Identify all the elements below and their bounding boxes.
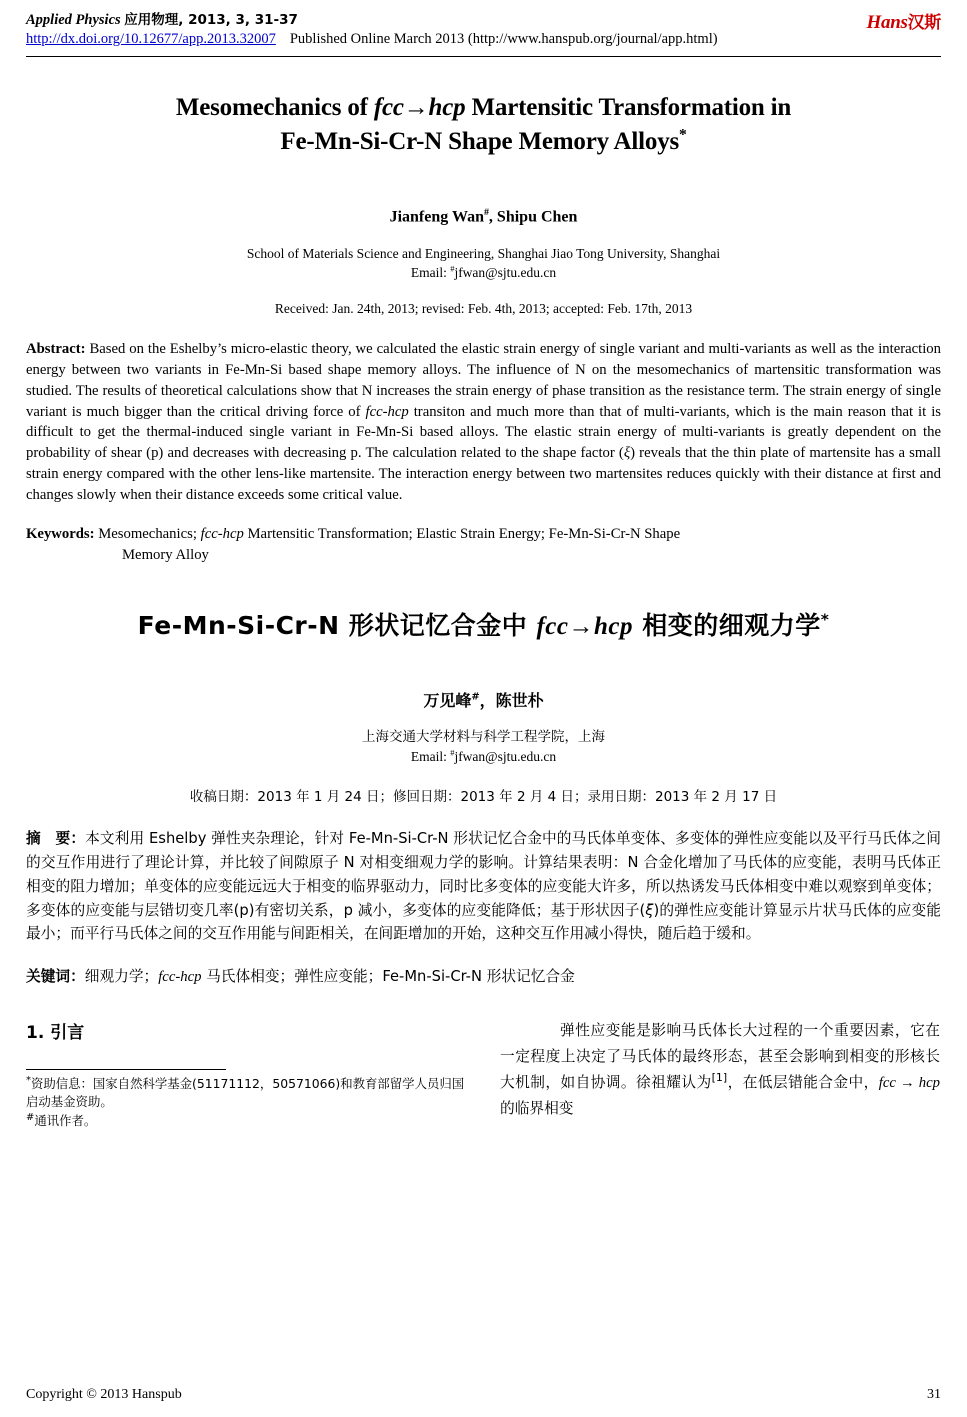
author-mark: # [483,206,489,218]
cn-email-label: Email: [410,748,451,764]
cn-keywords-text-1: 细观力学； [84,968,159,986]
keywords-text-2: Martensitic Transformation; Elastic Strain Energy; Fe-Mn-Si-Cr-N Shape [243,525,681,542]
author-list [26,207,941,226]
inline-equation: fcc → hcp [878,1074,940,1091]
citation-ref: [1] [711,1070,728,1084]
title-arrow: → [403,94,429,121]
published-online: Published Online March 2013 (http://www.hanspub.org/journal/app.html) [289,31,718,47]
cn-affiliation-text: 上海交通大学材料与科学工程学院，上海 [362,728,605,745]
footnote-divider [26,1069,226,1070]
body-columns [26,1018,941,1130]
page-header [26,8,941,54]
title-fcc: fcc [373,94,404,121]
email-label: Email: [410,265,451,281]
cn-abstract-text-1: 本文利用 Eshelby 弹性夹杂理论，针对 Fe-Mn-Si-Cr-N 形状记忆合金中的马氏体单变体、多变体的弹性应变能以及平行马氏体之间的交互作用进行了理论计算，并比较了间隙原子 N 对相变细观力学的影响。计算结果表明：N 合金化增加了马氏体的应变能，表明马氏体正相变的阻力增加；单变体的应变能远远大于相变的临界驱动力，同时比多变体的应变能大许多，所以热诱发马氏体相变中难以观察到单变体；多变体的应变能与层错切变几率(p)有密切关系，p 减小，多变体的应变能降低；基于形状因子( [26,830,941,919]
journal-title-cn: 应用物理 [124,12,179,28]
cn-abstract-label: 摘 要： [26,830,86,848]
title-line2: Fe-Mn-Si-Cr-N Shape Memory Alloys [280,127,680,155]
keywords-text-3: Memory Alloy [122,546,209,563]
publisher-logo [867,8,941,34]
journal-issue: , 2013, 3, 31-37 [178,12,298,28]
affiliation-cn [26,727,941,768]
page-number: 31 [927,1387,941,1402]
cn-keywords-text-2: 马氏体相变；弹性应变能；Fe-Mn-Si-Cr-N 形状记忆合金 [201,968,575,986]
doi-link[interactable]: http://dx.doi.org/10.12677/app.2013.32007 [26,31,276,47]
title-footnote-star: * [679,126,687,144]
footnote-funding [26,1074,466,1111]
cn-abstract-xi-symbol: ξ [645,901,654,919]
cn-author-mark: # [471,691,480,703]
page-footer [26,1387,941,1403]
submission-dates-cn: 收稿日期：2013 年 1 月 24 日；修回日期：2013 年 2 月 4 日；录用日期：2013 年 2 月 17 日 [189,789,778,806]
abstract-label: Abstract: [26,340,86,357]
footnote-funding-mark: * [26,1075,31,1087]
brand-name-en: Hans [866,12,908,33]
abstract-block-cn [26,827,941,946]
body-text-1: 弹性应变能是影响马氏体长大过程的一个重要因素，它在一定程度上决定了马氏体的最终形态，甚至会影响到相变的形核长大机制，如自协调。徐祖耀认为 [500,1022,940,1091]
abstract-ital-fcc-hcp: fcc-hcp [365,403,409,420]
author-name-1: Jianfeng Wan [389,207,484,225]
body-text-2: ，在低层错能合金中， [727,1073,879,1091]
journal-title-en: Applied Physics [26,12,121,28]
cn-author-1: 万见峰 [423,690,472,710]
header-divider [26,56,941,57]
brand-name-cn: 汉斯 [907,13,941,33]
cn-abstract-text-2: )的弹性应变能计算显示片状马氏体的应变能最小；而平行马氏体之间的交互作用能与间距相关，在间距增加的开始，这种交互作用减小得快，随后趋于缓和。 [26,901,941,943]
title-line1-b: Martensitic Transformation in [465,94,792,121]
cn-title-star: * [820,610,830,629]
abstract-text-1: Based on the Eshelby’s micro-elastic theory, we calculated the elastic strain energy of single variant and multi-variants as well as the interaction energy between two variants in Fe-Mn-Si based shape memory alloys. The influence of N on the mesomechanics of martensitic transformation was studied. The results of theoretical calculations show that N increases the strain energy of phase transition as the resistance term. The strain energy of single variant is much bigger than the critical driving force of [26,340,941,420]
footnote-corresponding [26,1111,466,1130]
column-right [500,1018,940,1130]
abstract-text-2: transiton and much more than that of multi-variants, which is the main reason that it is difficult to get the thermal-induced single variant in Fe-Mn-Si based alloys. The elastic strain energy of multi-variants is greatly dependent on the probability of shear (p) and decreases with decreasing p. The calculation related to the shape factor ( [26,403,942,462]
copyright-text: Copyright © 2013 Hanspub [26,1387,182,1402]
author-name-2: , Shipu Chen [488,207,578,225]
title-hcp: hcp [428,94,466,121]
abstract-block [26,339,941,506]
keywords-text-1: Mesomechanics; [94,525,201,542]
cn-title-a: Fe-Mn-Si-Cr-N 形状记忆合金中 [137,610,537,640]
keywords-ital: fcc-hcp [200,525,244,542]
page-title-cn [26,606,941,642]
column-left [26,1018,466,1130]
submission-dates: Received: Jan. 24th, 2013; revised: Feb. 4th, 2013; accepted: Feb. 17th, 2013 [274,300,693,316]
keywords-block-cn [26,966,941,988]
keywords-block [26,524,941,566]
body-paragraph [500,1018,940,1121]
cn-email-mark: # [450,748,455,758]
cn-keywords-label: 关键词： [26,968,85,986]
footnote-corresponding-mark: # [26,1112,35,1124]
email-address[interactable]: jfwan@sjtu.edu.cn [454,265,557,281]
cn-title-arrow: → [568,612,594,640]
page-title [26,91,941,159]
cn-title-fcc: fcc [536,612,569,640]
abstract-xi-symbol: ξ [623,445,631,462]
author-list-cn [26,688,941,711]
footnote-corresponding-text: 通讯作者。 [34,1113,97,1129]
abstract-text-3: ) reveals that the thin plate of martensite has a small strain energy compared with the other lens-like martensite. The interaction energy between two martensites reduces quickly with their distance at first and changes slowly when their distance exceeds some critical value. [26,445,941,504]
cn-keywords-ital: fcc-hcp [158,969,202,986]
cn-title-hcp: hcp [594,612,633,640]
keywords-label: Keywords: [26,525,95,542]
cn-email-address[interactable]: jfwan@sjtu.edu.cn [454,748,557,764]
cn-author-2: ，陈世朴 [479,690,544,710]
title-line1-a: Mesomechanics of [175,94,374,121]
body-text-3: 的临界相变 [500,1100,574,1118]
affiliation [26,244,941,283]
footnote-funding-text: 资助信息：国家自然科学基金(51171112，50571066)和教育部留学人员归国启动基金资助。 [26,1076,465,1110]
doi-line [26,31,941,48]
journal-line [26,8,941,29]
affiliation-text: School of Materials Science and Engineering, Shanghai Jiao Tong University, Shanghai [246,245,721,261]
cn-title-b: 相变的细观力学 [633,610,821,640]
email-mark: # [450,264,455,274]
section-heading: 1. 引言 [26,1023,85,1044]
